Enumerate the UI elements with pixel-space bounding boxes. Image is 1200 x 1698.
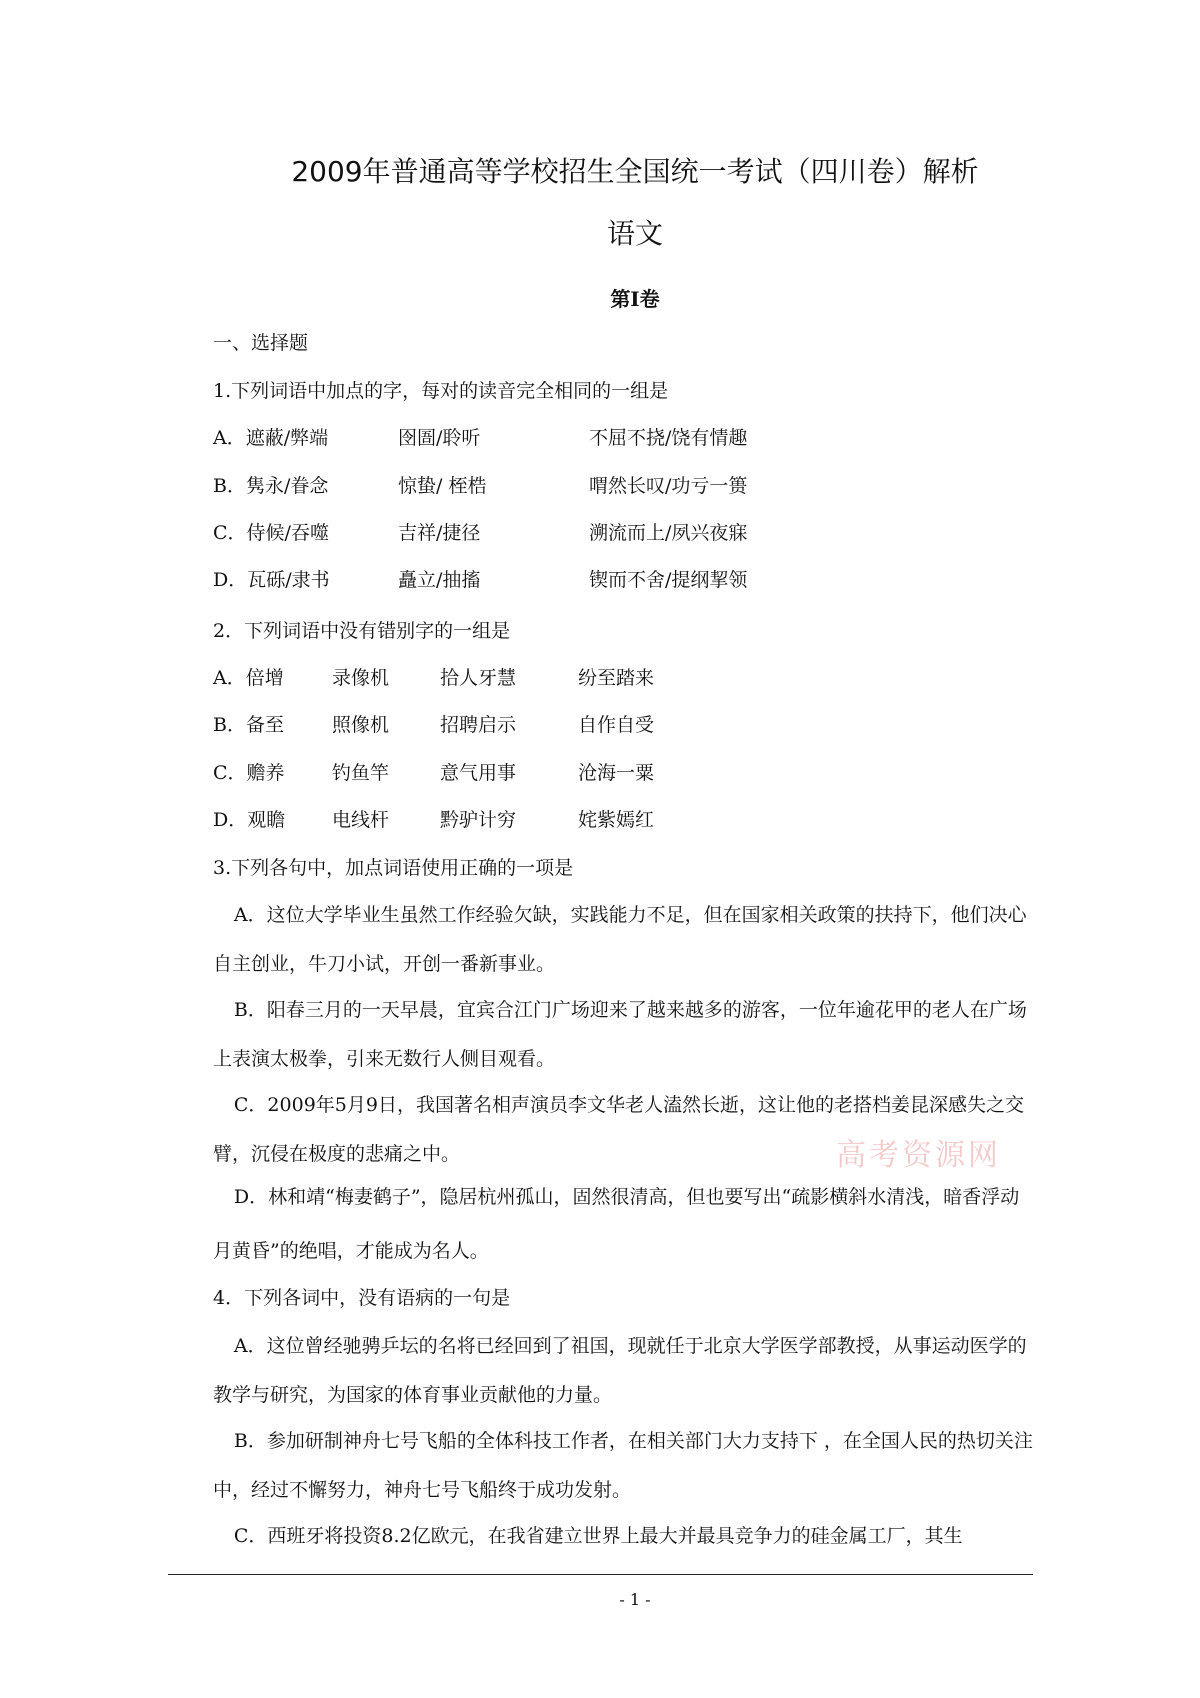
document-title: 2009年普通高等学校招生全国统一考试（四川卷）解析 xyxy=(291,155,979,188)
q2-stem: 2．下列词语中没有错别字的一组是 xyxy=(213,620,511,642)
q3-option-c: C．2009年5月9日，我国著名相声演员李文华老人溘然长逝，这让他的老搭档姜昆深感失之交臂，沉侵在极度的悲痛之中。 xyxy=(213,1094,1024,1165)
q4-option-a: A．这位曾经驰骋乒坛的名将已经回到了祖国，现就任于北京大学医学部教授，从事运动医学的教学与研究，为国家的体育事业贡献他的力量。 xyxy=(213,1335,1027,1406)
q4-option-b: B．参加研制神舟七号飞船的全体科技工作者，在相关部门大力支持下 ，在全国人民的热切关注中，经过不懈努力，神舟七号飞船终于成功发射。 xyxy=(213,1430,1033,1501)
subject-heading: 语文 xyxy=(606,217,663,250)
page-number: - 1 - xyxy=(619,1590,651,1609)
q3-option-b: B．阳春三月的一天早晨，宜宾合江门广场迎来了越来越多的游客，一位年逾花甲的老人在广场上表演太极拳，引来无数行人侧目观看。 xyxy=(213,999,1027,1070)
section-heading: 一、选择题 xyxy=(213,332,309,354)
q3-stem: 3.下列各句中，加点词语使用正确的一项是 xyxy=(213,857,574,879)
q1-stem: 1.下列词语中加点的字，每对的读音完全相同的一组是 xyxy=(213,380,669,402)
q4-stem: 4．下列各词中，没有语病的一句是 xyxy=(213,1287,511,1309)
q3-option-d: D．林和靖“梅妻鹤子”，隐居杭州孤山，固然很清高，但也要写出“疏影横斜水清浅，暗香浮动月黄昏”的绝唱，才能成为名人。 xyxy=(213,1186,1020,1262)
volume-heading: 第Ⅰ卷 xyxy=(610,287,660,311)
watermark: 高考资源网 xyxy=(836,1138,1001,1173)
footer-divider xyxy=(168,1574,1033,1575)
q4-option-c: C．西班牙将投资8.2亿欧元，在我省建立世界上最大并最具竞争力的硅金属工厂，其生 xyxy=(233,1525,963,1547)
q3-option-a: A．这位大学毕业生虽然工作经验欠缺，实践能力不足，但在国家相关政策的扶持下，他们决心自主创业，牛刀小试，开创一番新事业。 xyxy=(213,904,1027,975)
